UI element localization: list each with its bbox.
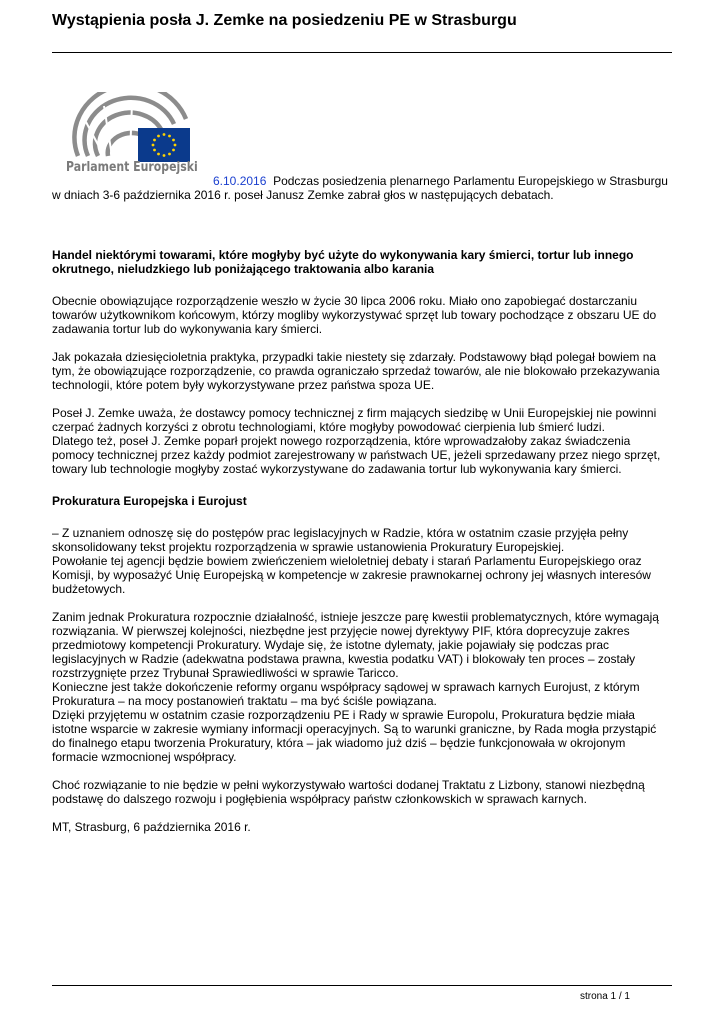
paragraph: Konieczne jest także dokończenie reformy organu współpracy sądowej w sprawach karnych Eurojust, z którym Prokuratura – na mocy postanowień traktatu – ma być ściśle powiązana. xyxy=(52,680,640,708)
paragraph: Dzięki przyjętemu w ostatnim czasie rozporządzeniu PE i Rady w sprawie Europolu, Prokuratura będzie miała istotne wsparcie w zakresie wymiany informacji operacyjnych. Są to warunki graniczne, by Rada mogła przystąpić do finalnego etapu tworzenia Prokuratury, która – jak wiadomo już dziś – będzie funkcjonowała w okrojonym formacie wzmocnionej współpracy. xyxy=(52,708,657,764)
footer-divider xyxy=(52,985,672,986)
paragraph: Choć rozwiązanie to nie będzie w pełni wykorzystywało wartości dodanej Traktatu z Lizbony, stanowi niezbędną podstawę do dalszego rozwoju i pogłębienia współpracy państw członkowskich w sprawach karnych. xyxy=(52,778,645,806)
document-title: Wystąpienia posła J. Zemke na posiedzeniu PE w Strasburgu xyxy=(52,12,517,29)
paragraph: Jak pokazała dziesięcioletnia praktyka, przypadki takie niestety się zdarzały. Podstawowy błąd polegał bowiem na tym, że obowiązujące rozporządzenie, co prawda ograniczało sprzedaż towarów, ale nie blokowało przekazywania technologii, które potem były wykorzystywane przez państwa spoza UE. xyxy=(52,350,660,392)
paragraph: Obecnie obowiązujące rozporządzenie weszło w życie 30 lipca 2006 roku. Miało ono zapobiegać dostarczaniu towarów użytkownikom końcowym, którzy mogliby wykorzystywać sprzęt lub towary pochodzące z obszaru UE do zadawania tortur lub do wykonywania kary śmierci. xyxy=(52,294,657,336)
paragraph: Zanim jednak Prokuratura rozpocznie działalność, istnieje jeszcze parę kwestii problematycznych, które wymagają rozwiązania. W pierwszej kolejności, niezbędne jest przyjęcie nowej dyrektywy PIF, która doprecyzuje zakres przedmiotowy kompetencji Prokuratury. Wydaje się, że istotne dylematy, jakie pojawiały się podczas prac legislacyjnych w Radzie (adekwatna podstawa prawna, kwestia podatku VAT) i blokowały ten proces – zostały rozstrzygnięte przez Trybunał Sprawiedliwości w sprawie Taricco. xyxy=(52,610,659,680)
parliament-logo xyxy=(64,92,212,184)
intro-text: Podczas posiedzenia plenarnego Parlamentu Europejskiego w Strasburgu w dniach 3-6 października 2016 r. poseł Janusz Zemke zabrał głos w następujących debatach. xyxy=(52,174,668,202)
paragraph: Powołanie tej agencji będzie bowiem zwieńczeniem wieloletniej debaty i starań Parlamentu Europejskiego oraz Komisji, by wyposażyć Unię Europejską w kompetencje w zakresie prawnokarnej ochrony jej własnych interesów budżetowych. xyxy=(52,554,651,596)
european-parliament-hemicycle-icon xyxy=(64,92,212,162)
date-link[interactable]: 6.10.2016 xyxy=(213,174,267,188)
header-divider xyxy=(52,52,672,53)
eu-flag-icon xyxy=(138,128,190,162)
paragraph: Dlatego też, poseł J. Zemke poparł projekt nowego rozporządzenia, które wprowadzałoby zakaz świadczenia pomocy technicznej przez każdy podmiot zarejestrowany w państwach UE, jeżeli sprzedawany przez niego sprzęt, towary lub technologie mogłyby zostać wykorzystywane do zadawania tortur lub wykonywania kary śmierci. xyxy=(52,434,661,476)
intro-paragraph xyxy=(52,174,672,202)
logo-text: Parlament Europejski xyxy=(66,160,198,175)
signature: MT, Strasburg, 6 października 2016 r. xyxy=(52,820,251,834)
paragraph: Poseł J. Zemke uważa, że dostawcy pomocy technicznej z firm mających siedzibę w Unii Europejskiej nie powinni czerpać żadnych korzyści z obrotu technologiami, które mogłyby powodować cierpienia lub śmierć ludzi. xyxy=(52,406,657,434)
section-heading-prosecutor: Prokuratura Europejska i Eurojust xyxy=(52,494,247,508)
paragraph: – Z uznaniem odnoszę się do postępów prac legislacyjnych w Radzie, która w ostatnim czasie przyjęła pełny skonsolidowany tekst projektu rozporządzenia w sprawie ustanowienia Prokuratury Europejskiej. xyxy=(52,526,629,554)
section-heading-trade: Handel niektórymi towarami, które mogłyby być użyte do wykonywania kary śmierci, tortur lub innego okrutnego, nieludzkiego lub poniżającego traktowania albo karania xyxy=(52,248,634,276)
document-body xyxy=(52,174,672,834)
page-number: strona 1 / 1 xyxy=(579,991,630,1002)
